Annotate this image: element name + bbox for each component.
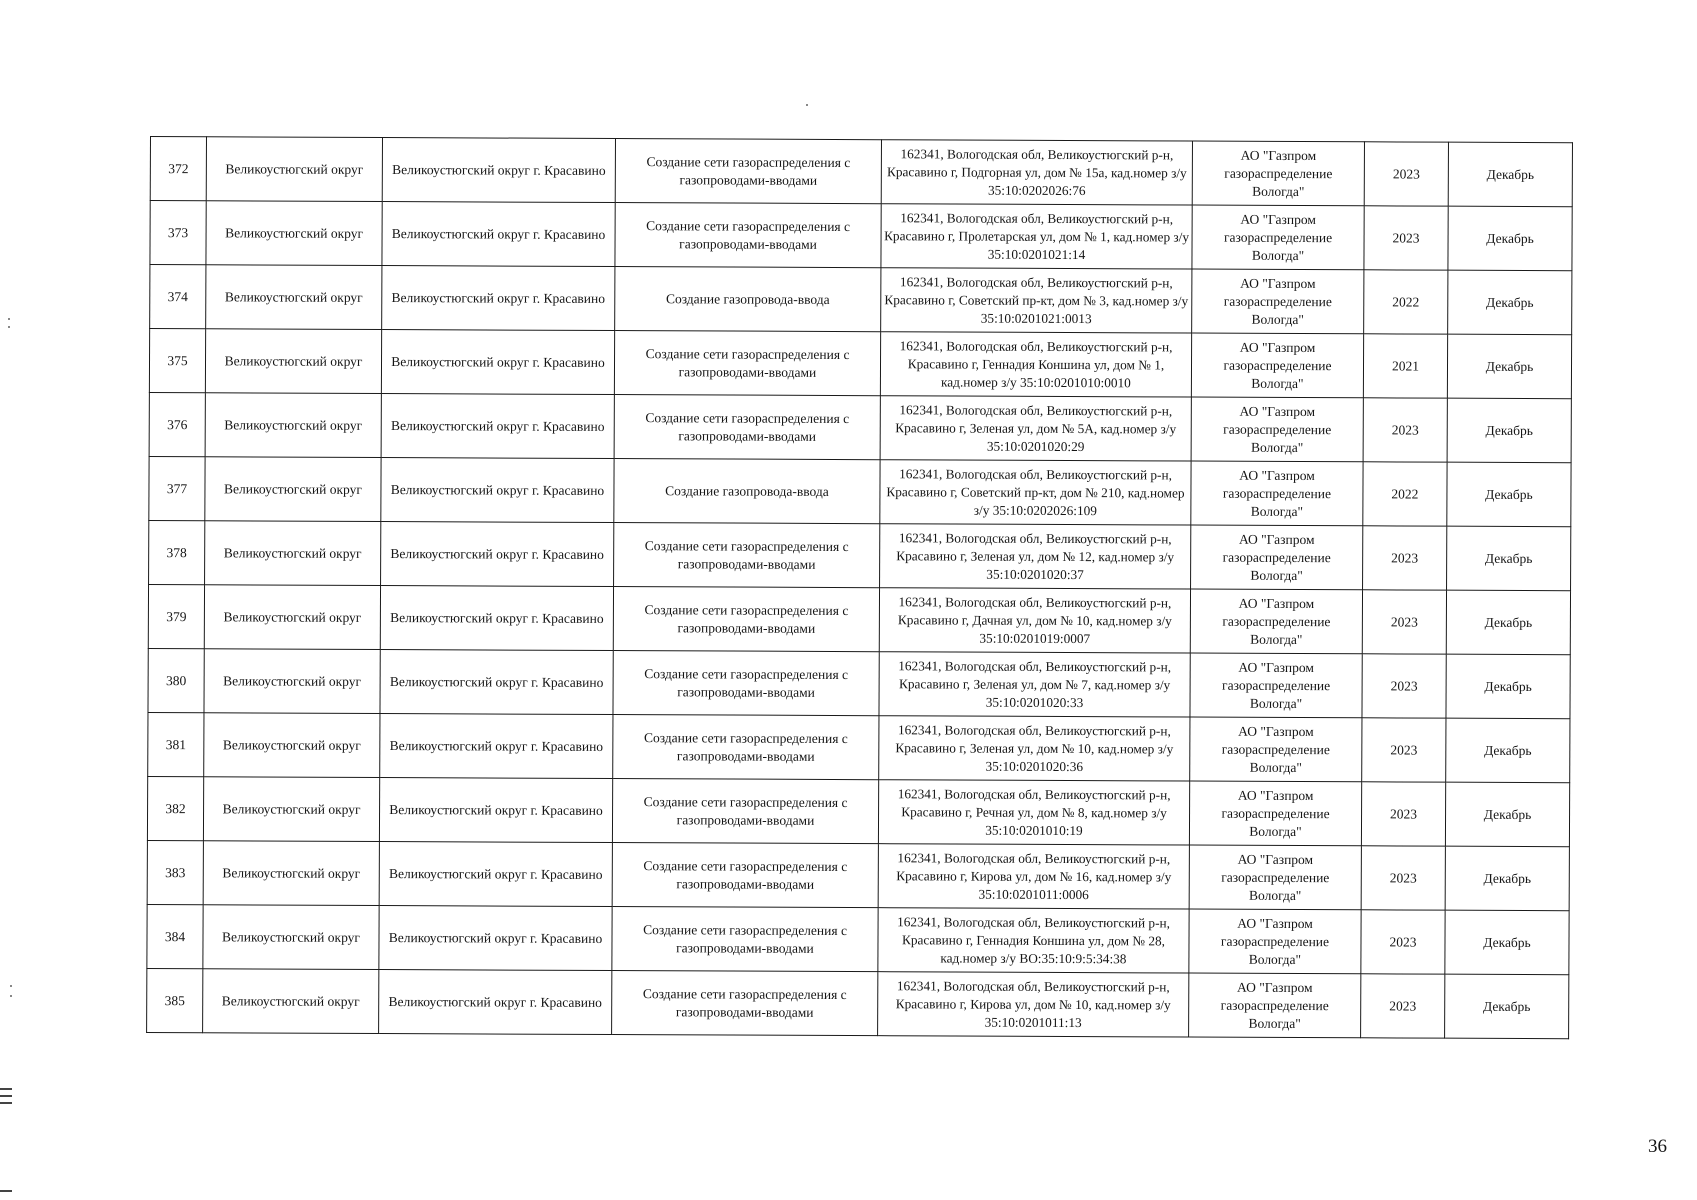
work-cell: Создание сети газораспределения с газопроводами-вводами	[612, 907, 878, 972]
row-number: 374	[150, 265, 206, 329]
table-row	[150, 201, 1572, 271]
district-cell: Великоустюгский округ	[203, 905, 379, 970]
locality-cell: Великоустюгский округ г. Красавино	[379, 842, 612, 907]
scan-speck	[10, 985, 12, 987]
table-row	[149, 329, 1571, 399]
locality-cell: Великоустюгский округ г. Красавино	[381, 522, 614, 587]
locality-cell: Великоустюгский округ г. Красавино	[379, 778, 612, 843]
operator-cell: АО "Газпром газораспределение Вологда"	[1190, 717, 1362, 782]
year-cell: 2023	[1361, 782, 1445, 846]
locality-cell: Великоустюгский округ г. Красавино	[382, 138, 615, 203]
work-cell: Создание сети газораспределения с газопроводами-вводами	[614, 523, 880, 588]
scan-speck	[806, 104, 808, 106]
locality-cell: Великоустюгский округ г. Красавино	[380, 586, 613, 651]
locality-cell: Великоустюгский округ г. Красавино	[381, 458, 614, 523]
page-number: 36	[1648, 1136, 1667, 1157]
year-cell: 2023	[1364, 142, 1448, 206]
row-number: 375	[149, 329, 205, 393]
gasification-table	[146, 136, 1573, 1039]
address-cell: 162341, Вологодская обл, Великоустюгский р-н, Красавино г, Кирова ул, дом № 16, кад.номер з/у 35:10:0201011:0006	[878, 844, 1189, 909]
scan-binder-mark	[0, 1102, 12, 1104]
district-cell: Великоустюгский округ	[204, 585, 380, 650]
table-row	[147, 840, 1569, 910]
locality-cell: Великоустюгский округ г. Красавино	[380, 650, 613, 715]
month-cell: Декабрь	[1447, 334, 1571, 399]
work-cell: Создание сети газораспределения с газопроводами-вводами	[613, 587, 879, 652]
row-number: 377	[149, 456, 205, 520]
operator-cell: АО "Газпром газораспределение Вологда"	[1192, 205, 1364, 270]
district-cell: Великоустюгский округ	[206, 201, 382, 266]
work-cell: Создание сети газораспределения с газопроводами-вводами	[614, 331, 880, 396]
district-cell: Великоустюгский округ	[206, 137, 382, 202]
year-cell: 2023	[1362, 718, 1446, 782]
scan-binder-mark	[0, 1088, 12, 1090]
month-cell: Декабрь	[1445, 782, 1569, 847]
work-cell: Создание сети газораспределения с газопроводами-вводами	[612, 971, 878, 1036]
year-cell: 2023	[1362, 590, 1446, 654]
scan-speck	[10, 995, 12, 997]
table-row	[150, 137, 1572, 207]
district-cell: Великоустюгский округ	[203, 841, 379, 906]
year-cell: 2023	[1361, 974, 1445, 1038]
operator-cell: АО "Газпром газораспределение Вологда"	[1192, 269, 1364, 334]
address-cell: 162341, Вологодская обл, Великоустюгский р-н, Красавино г, Советский пр-кт, дом № 3, кад.номер з/у 35:10:0201021:0013	[881, 268, 1192, 333]
district-cell: Великоустюгский округ	[205, 457, 381, 522]
table-row	[148, 648, 1570, 718]
table-row	[148, 584, 1570, 654]
table-row	[147, 968, 1569, 1038]
table-row	[149, 456, 1571, 526]
month-cell: Декабрь	[1447, 462, 1571, 527]
year-cell: 2023	[1362, 654, 1446, 718]
district-cell: Великоустюгский округ	[206, 265, 382, 330]
work-cell: Создание сети газораспределения с газопроводами-вводами	[614, 395, 880, 460]
month-cell: Декабрь	[1447, 526, 1571, 591]
address-cell: 162341, Вологодская обл, Великоустюгский р-н, Красавино г, Пролетарская ул, дом № 1, кад.номер з/у 35:10:0201021:14	[881, 204, 1192, 269]
operator-cell: АО "Газпром газораспределение Вологда"	[1189, 909, 1361, 974]
district-cell: Великоустюгский округ	[204, 649, 380, 714]
work-cell: Создание газопровода-ввода	[615, 267, 881, 332]
operator-cell: АО "Газпром газораспределение Вологда"	[1192, 141, 1364, 206]
work-cell: Создание сети газораспределения с газопроводами-вводами	[613, 651, 879, 716]
row-number: 380	[148, 648, 204, 712]
address-cell: 162341, Вологодская обл, Великоустюгский р-н, Красавино г, Геннадия Коншина ул, дом № 1, кад.номер з/у 35:10:0201010:0010	[880, 332, 1191, 397]
row-number: 384	[147, 904, 203, 968]
month-cell: Декабрь	[1445, 910, 1569, 975]
work-cell: Создание сети газораспределения с газопроводами-вводами	[612, 843, 878, 908]
scan-speck	[8, 318, 10, 320]
locality-cell: Великоустюгский округ г. Красавино	[380, 714, 613, 779]
address-cell: 162341, Вологодская обл, Великоустюгский р-н, Красавино г, Зеленая ул, дом № 7, кад.номер з/у 35:10:0201020:33	[879, 652, 1190, 717]
scan-binder-mark	[0, 1190, 12, 1192]
year-cell: 2023	[1363, 398, 1447, 462]
row-number: 373	[150, 201, 206, 265]
year-cell: 2023	[1361, 846, 1445, 910]
address-cell: 162341, Вологодская обл, Великоустюгский р-н, Красавино г, Зеленая ул, дом № 5А, кад.номер з/у 35:10:0201020:29	[880, 396, 1191, 461]
table-row	[148, 712, 1570, 782]
address-cell: 162341, Вологодская обл, Великоустюгский р-н, Красавино г, Советский пр-кт, дом № 210, кад.номер з/у 35:10:0202026:109	[880, 460, 1191, 525]
operator-cell: АО "Газпром газораспределение Вологда"	[1191, 525, 1363, 590]
month-cell: Декабрь	[1446, 654, 1570, 719]
locality-cell: Великоустюгский округ г. Красавино	[381, 394, 614, 459]
locality-cell: Великоустюгский округ г. Красавино	[382, 266, 615, 331]
table-row	[147, 776, 1569, 846]
locality-cell: Великоустюгский округ г. Красавино	[379, 970, 612, 1035]
address-cell: 162341, Вологодская обл, Великоустюгский р-н, Красавино г, Зеленая ул, дом № 10, кад.номер з/у 35:10:0201020:36	[879, 716, 1190, 781]
month-cell: Декабрь	[1448, 206, 1572, 271]
address-cell: 162341, Вологодская обл, Великоустюгский р-н, Красавино г, Подгорная ул, дом № 15а, кад.номер з/у 35:10:0202026:76	[881, 140, 1192, 205]
work-cell: Создание сети газораспределения с газопроводами-вводами	[613, 715, 879, 780]
month-cell: Декабрь	[1448, 142, 1572, 207]
district-cell: Великоустюгский округ	[203, 777, 379, 842]
month-cell: Декабрь	[1448, 270, 1572, 335]
row-number: 383	[147, 840, 203, 904]
operator-cell: АО "Газпром газораспределение Вологда"	[1191, 397, 1363, 462]
operator-cell: АО "Газпром газораспределение Вологда"	[1191, 461, 1363, 526]
row-number: 381	[148, 712, 204, 776]
year-cell: 2021	[1363, 334, 1447, 398]
year-cell: 2022	[1363, 462, 1447, 526]
operator-cell: АО "Газпром газораспределение Вологда"	[1189, 781, 1361, 846]
work-cell: Создание сети газораспределения с газопроводами-вводами	[615, 139, 881, 204]
address-cell: 162341, Вологодская обл, Великоустюгский р-н, Красавино г, Речная ул, дом № 8, кад.номер з/у 35:10:0201010:19	[878, 780, 1189, 845]
row-number: 372	[150, 137, 206, 201]
scan-binder-mark	[0, 1095, 12, 1097]
locality-cell: Великоустюгский округ г. Красавино	[381, 330, 614, 395]
year-cell: 2023	[1363, 526, 1447, 590]
row-number: 378	[149, 520, 205, 584]
operator-cell: АО "Газпром газораспределение Вологда"	[1191, 333, 1363, 398]
table-row	[149, 520, 1571, 590]
month-cell: Декабрь	[1446, 718, 1570, 783]
scan-speck	[8, 326, 10, 328]
locality-cell: Великоустюгский округ г. Красавино	[379, 906, 612, 971]
district-cell: Великоустюгский округ	[205, 329, 381, 394]
row-number: 385	[147, 968, 203, 1032]
locality-cell: Великоустюгский округ г. Красавино	[382, 202, 615, 267]
district-cell: Великоустюгский округ	[203, 969, 379, 1034]
operator-cell: АО "Газпром газораспределение Вологда"	[1189, 973, 1361, 1038]
district-cell: Великоустюгский округ	[205, 393, 381, 458]
year-cell: 2023	[1361, 910, 1445, 974]
work-cell: Создание газопровода-ввода	[614, 459, 880, 524]
month-cell: Декабрь	[1446, 590, 1570, 655]
table-row	[149, 392, 1571, 462]
address-cell: 162341, Вологодская обл, Великоустюгский р-н, Красавино г, Геннадия Коншина ул, дом № 28, кад.номер з/у ВО:35:10:9:5:34:38	[878, 908, 1189, 973]
table-row	[147, 904, 1569, 974]
month-cell: Декабрь	[1447, 398, 1571, 463]
operator-cell: АО "Газпром газораспределение Вологда"	[1190, 589, 1362, 654]
row-number: 376	[149, 392, 205, 456]
row-number: 379	[148, 584, 204, 648]
work-cell: Создание сети газораспределения с газопроводами-вводами	[612, 779, 878, 844]
row-number: 382	[147, 776, 203, 840]
table-row	[150, 265, 1572, 335]
address-cell: 162341, Вологодская обл, Великоустюгский р-н, Красавино г, Зеленая ул, дом № 12, кад.номер з/у 35:10:0201020:37	[880, 524, 1191, 589]
table-body	[147, 137, 1573, 1039]
operator-cell: АО "Газпром газораспределение Вологда"	[1190, 653, 1362, 718]
year-cell: 2022	[1364, 270, 1448, 334]
district-cell: Великоустюгский округ	[204, 713, 380, 778]
work-cell: Создание сети газораспределения с газопроводами-вводами	[615, 203, 881, 268]
operator-cell: АО "Газпром газораспределение Вологда"	[1189, 845, 1361, 910]
address-cell: 162341, Вологодская обл, Великоустюгский р-н, Красавино г, Кирова ул, дом № 10, кад.номер з/у 35:10:0201011:13	[878, 972, 1189, 1037]
month-cell: Декабрь	[1445, 846, 1569, 911]
district-cell: Великоустюгский округ	[205, 521, 381, 586]
month-cell: Декабрь	[1445, 974, 1569, 1039]
year-cell: 2023	[1364, 206, 1448, 270]
address-cell: 162341, Вологодская обл, Великоустюгский р-н, Красавино г, Дачная ул, дом № 10, кад.номер з/у 35:10:0201019:0007	[879, 588, 1190, 653]
